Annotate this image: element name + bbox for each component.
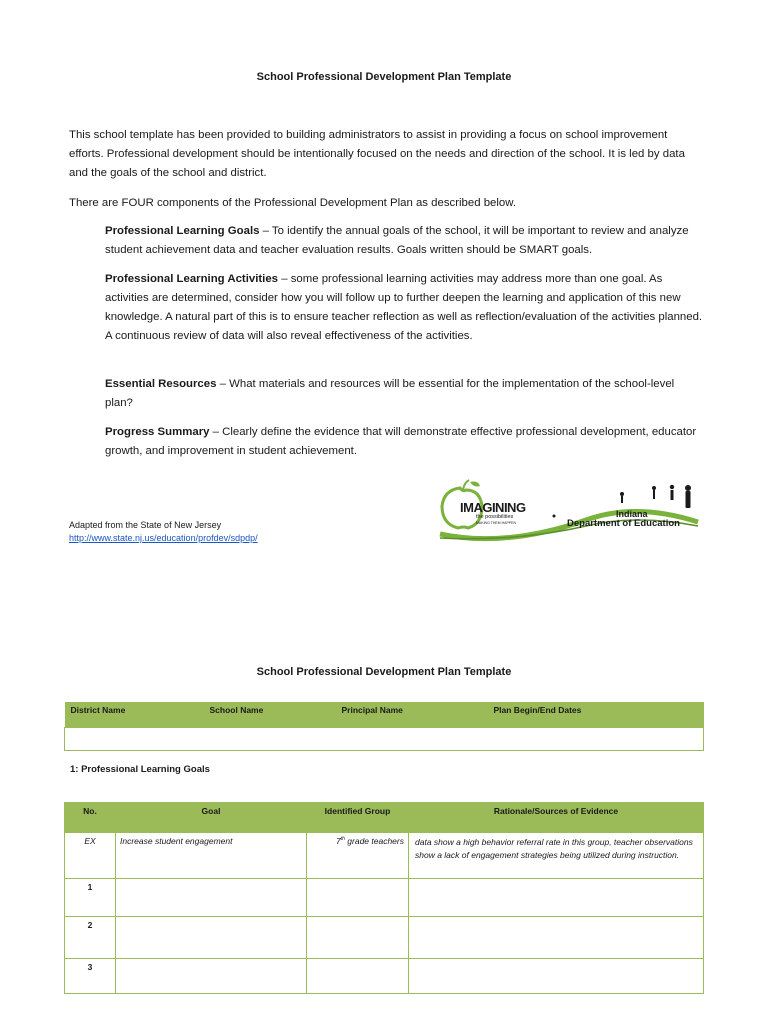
component-term: Essential Resources bbox=[105, 378, 217, 390]
goal-number: 3 bbox=[65, 959, 116, 994]
rationale-cell[interactable] bbox=[409, 959, 704, 994]
component-term: Progress Summary bbox=[105, 426, 210, 438]
logo-making: MAKING THEM HAPPEN bbox=[476, 521, 516, 525]
principal-name-header: Principal Name bbox=[341, 705, 403, 715]
goal-row bbox=[65, 959, 704, 994]
logo-imagining: IMAGINING bbox=[460, 500, 526, 515]
group-text: grade teachers bbox=[344, 836, 404, 846]
goal-cell[interactable] bbox=[116, 959, 307, 994]
rationale-cell[interactable] bbox=[409, 879, 704, 917]
rationale-cell[interactable] bbox=[409, 917, 704, 959]
logo-possibilities: the possibilities bbox=[476, 514, 514, 520]
plan-title: School Professional Development Plan Template bbox=[256, 666, 512, 678]
component-desc: – some professional learning activities may address more than one goal. As activities are determined, consider how you will follow up to further deepen the learning and application of this new knowledge. A natural part of this is to ensure teacher reflection as well as reflection/evaluation of the activities planned. A continuous review of data will also reveal effectiveness of the activities. bbox=[105, 273, 703, 342]
district-name-header: District Name bbox=[70, 705, 126, 715]
info-entry-cell[interactable] bbox=[65, 728, 704, 751]
component-goals bbox=[105, 222, 705, 260]
example-no: EX bbox=[65, 833, 116, 879]
group-number: 7 bbox=[336, 836, 341, 846]
goal-cell[interactable] bbox=[116, 879, 307, 917]
rationale-header: Rationale/Sources of Evidence bbox=[409, 803, 704, 833]
component-resources bbox=[105, 375, 705, 413]
component-desc: – Clearly define the evidence that will demonstrate effective professional development, educator growth, and improvement in student achievement. bbox=[105, 426, 697, 457]
plan-dates-header: Plan Begin/End Dates bbox=[493, 705, 582, 715]
no-header: No. bbox=[65, 803, 116, 833]
idoe-logo bbox=[436, 478, 702, 544]
school-name-header: School Name bbox=[209, 705, 264, 715]
adapted-note: Adapted from the State of New Jersey bbox=[69, 520, 222, 530]
goal-row bbox=[65, 879, 704, 917]
source-link[interactable]: http://www.state.nj.us/education/profdev/sdpdp/ bbox=[69, 533, 258, 543]
component-activities bbox=[105, 270, 705, 346]
logo-indiana: Indiana bbox=[616, 509, 648, 519]
goal-number: 2 bbox=[65, 917, 116, 959]
component-progress bbox=[105, 423, 705, 461]
group-suffix: th bbox=[340, 836, 345, 843]
goal-cell[interactable] bbox=[116, 917, 307, 959]
section-heading: 1: Professional Learning Goals bbox=[70, 764, 210, 775]
group-cell[interactable] bbox=[307, 917, 409, 959]
group-cell[interactable] bbox=[307, 879, 409, 917]
component-term: Professional Learning Activities bbox=[105, 273, 279, 285]
group-cell[interactable] bbox=[307, 959, 409, 994]
goals-header-row bbox=[65, 803, 704, 833]
example-group bbox=[307, 833, 409, 879]
components-intro: There are FOUR components of the Professional Development Plan as described below. bbox=[69, 197, 516, 209]
page-title: School Professional Development Plan Template bbox=[256, 71, 512, 83]
goal-header: Goal bbox=[116, 803, 307, 833]
example-rationale: data show a high behavior referral rate in this group, teacher observations show a lack of engagement strategies being utilized during instruction. bbox=[409, 833, 704, 879]
school-info-table bbox=[64, 702, 704, 751]
info-entry-row bbox=[65, 728, 704, 751]
logo-doe: Department of Education bbox=[567, 518, 680, 529]
goals-table bbox=[64, 802, 704, 994]
goal-number: 1 bbox=[65, 879, 116, 917]
component-desc: – What materials and resources will be essential for the implementation of the school-level plan? bbox=[105, 378, 675, 409]
info-header-row bbox=[65, 702, 704, 728]
intro-paragraph: This school template has been provided to building administrators to assist in providing a focus on school improvement efforts. Professional development should be intentionally focused on the needs and direction of the school. It is led by data and the goals of the school and district. bbox=[69, 129, 685, 179]
example-row bbox=[65, 833, 704, 879]
component-desc: – To identify the annual goals of the school, it will be important to review and analyze student achievement data and teacher evaluation results. Goals written should be SMART goals. bbox=[105, 225, 689, 256]
goal-row bbox=[65, 917, 704, 959]
component-term: Professional Learning Goals bbox=[105, 225, 260, 237]
example-goal: Increase student engagement bbox=[116, 833, 307, 879]
group-header: Identified Group bbox=[307, 803, 409, 833]
